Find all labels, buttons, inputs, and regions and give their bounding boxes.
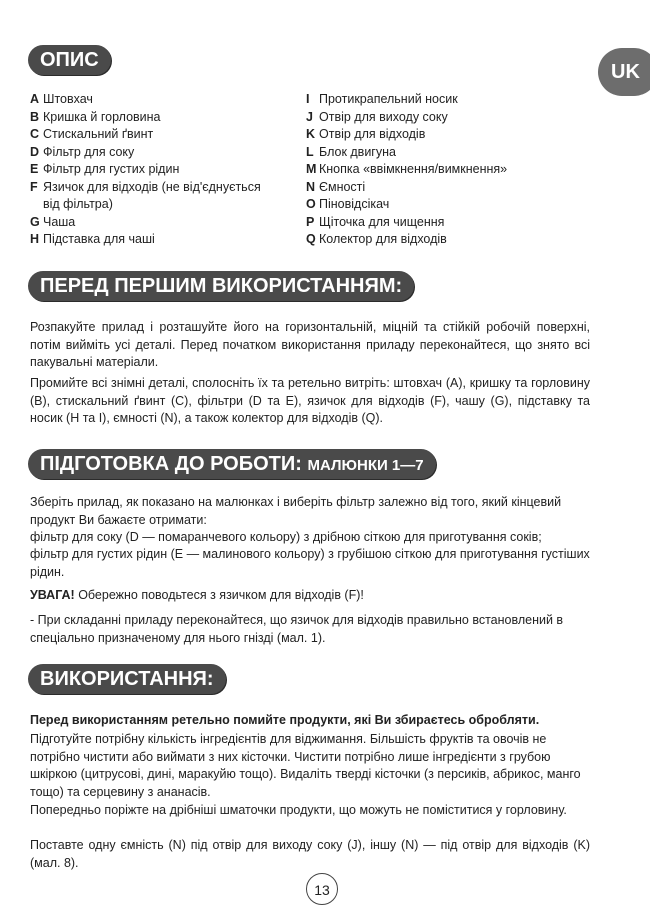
section-title-preparation: ПІДГОТОВКА ДО РОБОТИ: МАЛЮНКИ 1—7: [28, 449, 436, 479]
part-item: [306, 231, 507, 249]
parts-list-left: [30, 91, 261, 249]
part-key: I: [306, 92, 310, 106]
part-item: [30, 109, 261, 127]
part-key: C: [30, 127, 40, 141]
first-use-paragraph-1: Розпакуйте прилад і розташуйте його на горизонтальній, міцній та стійкій робочій поверхні, потім вийміть усі деталі. Перед початком використання приладу переконайтеся, що знято всі пакувальні матеріали.: [30, 320, 590, 369]
part-label: Фільтр для густих рідин: [43, 162, 180, 176]
part-item: [306, 196, 507, 214]
usage-paragraph-2: Попередньо поріжте на дрібніші шматочки продукти, що можуть не поміститися у горловину.: [30, 803, 567, 817]
part-key: D: [30, 144, 40, 159]
part-key: A: [30, 92, 40, 106]
section-subtitle-figures: МАЛЮНКИ 1—7: [307, 457, 424, 474]
section-title-description: ОПИС: [28, 45, 111, 75]
part-label: Колектор для відходів: [319, 232, 447, 246]
preparation-intro: Зберіть прилад, як показано на малюнках і виберіть фільтр залежно від того, який кінцевий продукт Ви бажаєте отримати:: [30, 495, 562, 527]
part-label: Отвір для виходу соку: [319, 109, 448, 124]
language-badge: UK: [598, 48, 650, 96]
part-item: [30, 126, 261, 144]
part-label: Піновідсікач: [319, 197, 390, 211]
part-label-continued: від фільтра): [43, 197, 113, 211]
part-item: [306, 109, 507, 127]
part-label: Щіточка для чищення: [319, 214, 445, 229]
usage-lead: Перед використанням ретельно помийте продукти, які Ви збираєтесь обробляти.: [30, 713, 540, 727]
part-item: [30, 231, 261, 249]
section-title-usage: ВИКОРИСТАННЯ:: [28, 664, 226, 694]
part-item: [306, 161, 507, 179]
part-key: B: [30, 109, 40, 124]
part-label: Блок двигуна: [319, 144, 396, 159]
thick-filter-text: фільтр для густих рідин (E — малинового кольору) з грубішою сіткою для приготування густіших рідин.: [30, 547, 590, 579]
section-title-first-use: ПЕРЕД ПЕРШИМ ВИКОРИСТАННЯМ:: [28, 271, 414, 301]
warning-text: Обережно поводьтеся з язичком для відходів (F)!: [78, 588, 364, 602]
usage-paragraph-1: Підготуйте потрібну кількість інгредієнтів для віджимання. Більшість фруктів та овочів не потрібно чистити або виймати з них кісточки. Чистити потрібно лише інгредієнти з грубою шкіркою (цитрусові, дині, маракуйю тощо). Видаліть тверді кісточки (з персиків, абрикос, манго тощо) та серцевину з ананасів.: [30, 732, 581, 799]
part-item: [30, 214, 261, 232]
part-key: G: [30, 214, 40, 229]
part-label: Підставка для чаші: [43, 232, 155, 246]
usage-paragraph-3: Поставте одну ємність (N) під отвір для виходу соку (J), іншу (N) — під отвір для відходів (K) (мал. 8).: [30, 838, 590, 870]
part-item: [306, 179, 507, 197]
part-item: [30, 144, 261, 162]
part-label: Язичок для відходів (не від'єднується: [43, 179, 261, 194]
part-key: P: [306, 214, 315, 229]
part-key: K: [306, 127, 316, 141]
part-key: Q: [306, 232, 316, 246]
part-label: Чаша: [43, 214, 76, 229]
part-label: Стискальний ґвинт: [43, 127, 154, 141]
part-item: [30, 179, 261, 197]
part-label: Кнопка «ввімкнення/вимкнення»: [319, 162, 508, 176]
part-label: Протикрапельний носик: [319, 92, 458, 106]
part-item: [306, 144, 507, 162]
part-key: J: [306, 109, 313, 124]
part-key: E: [30, 162, 39, 176]
part-label: Штовхач: [43, 92, 93, 106]
part-key: H: [30, 232, 40, 246]
part-item: [30, 161, 261, 179]
first-use-paragraph-2: Промийте всі знімні деталі, сполосніть їх та ретельно витріть: штовхач (A), кришку та горловину (B), стискальний ґвинт (C), фільтри (D та E), язичок для відходів (F), чашу (G), підставку та носик (H та I), ємності (N), а також колектор для відходів (Q).: [30, 376, 590, 425]
part-key: N: [306, 179, 316, 194]
part-label: Ємності: [319, 179, 366, 194]
part-item: [306, 214, 507, 232]
part-label: Кришка й горловина: [43, 109, 161, 124]
warning-line: [30, 587, 590, 605]
part-label: Фільтр для соку: [43, 144, 135, 159]
part-item: [306, 91, 507, 109]
warning-label: УВАГА!: [30, 588, 75, 602]
part-key: M: [306, 162, 317, 176]
juice-filter-text: фільтр для соку (D — помаранчевого кольору) з дрібною сіткою для приготування соків;: [30, 530, 542, 544]
part-key: F: [30, 179, 38, 194]
part-label: Отвір для відходів: [319, 127, 426, 141]
part-key: O: [306, 197, 316, 211]
part-key: L: [306, 144, 314, 159]
part-item: [30, 91, 261, 109]
preparation-note: - При складанні приладу переконайтеся, що язичок для відходів правильно встановлений в спеціально призначеному для нього гнізді (мал. 1).: [30, 613, 564, 645]
page-number: 13: [306, 873, 338, 905]
part-item: [306, 126, 507, 144]
parts-list-right: [306, 91, 507, 249]
